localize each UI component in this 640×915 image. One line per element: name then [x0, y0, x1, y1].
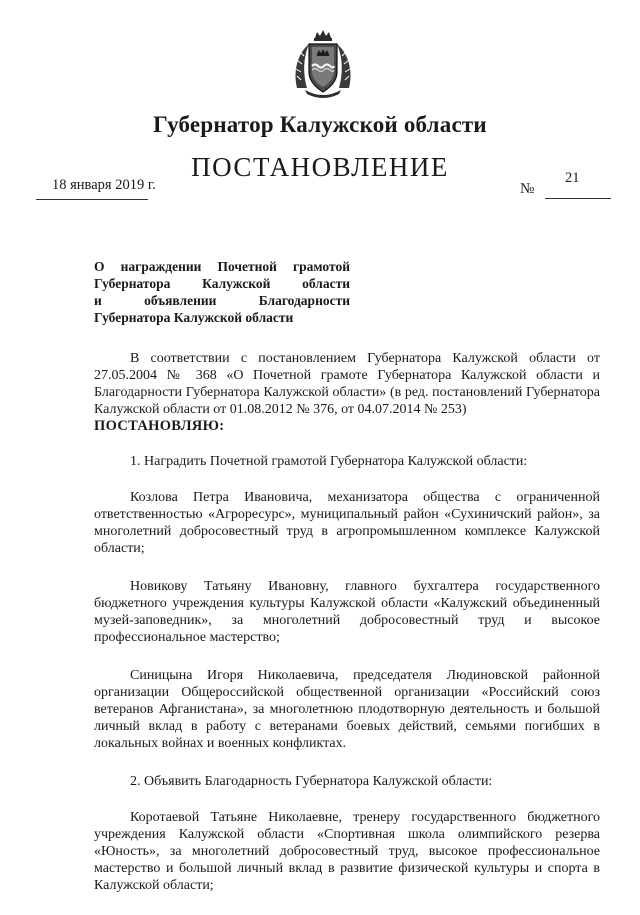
awardee-paragraph: Коротаевой Татьяне Николаевне, тренеру государственного бюджетного учреждения Калужской области «Спортивная школа олимпийского резерва «Юность», за многолетний добросовестный труд, высокое профессиональное мастерство и большой личный вклад в развитие физической культуры и спорта в Калужской области; [94, 810, 600, 893]
clause-1: 1. Наградить Почетной грамотой Губернатора Калужской области: [130, 454, 528, 469]
preamble-paragraph: В соответствии с постановлением Губернатора Калужской области от 27.05.2004 № 368 «О Почетной грамоте Губернатора Калужской области и Благодарности Губернатора Калужской области» (в ред. постановлений Губернатора Калужской области от 01.08.2012 № 376, от 04.07.2014 № 253) [94, 351, 600, 417]
document-subject [94, 258, 350, 326]
document-body [94, 350, 600, 915]
subject-line: О награждении Почетной грамотой [94, 259, 350, 274]
number-underline [545, 198, 611, 199]
awardee-paragraph: Синицына Игоря Николаевича, председателя Людиновской районной организации Общероссийской общественной организации «Российский союз ветеранов Афганистана», за многолетнюю плодотворную деятельность и большой личный вклад в работу с ветеранами боевых действий, семьями погибших в локальных войнах и военных конфликтах. [94, 668, 600, 751]
date-underline [36, 199, 148, 200]
issuing-authority: Губернатор Калужской области [153, 112, 487, 137]
decree-heading: ПОСТАНОВЛЯЮ: [94, 418, 225, 434]
coat-of-arms-icon [291, 28, 355, 100]
document-date: 18 января 2019 г. [52, 177, 156, 193]
subject-line: Губернатора Калужской области [94, 310, 294, 325]
document-number: 21 [565, 170, 580, 186]
awardee-paragraph: Новикову Татьяну Ивановну, главного бухгалтера государственного бюджетного учреждения культуры Калужской области «Калужский объединенный музей-заповедник», за многолетний добросовестный труд и высокое профессиональное мастерство; [94, 579, 600, 645]
awardee-paragraph: Козлова Петра Ивановича, механизатора общества с ограниченной ответственностью «Агроресурс», муниципальный район «Сухиничский район», за многолетний добросовестный труд в агропромышленном комплексе Калужской области; [94, 490, 600, 556]
clause-2: 2. Объявить Благодарность Губернатора Калужской области: [130, 774, 493, 789]
subject-line: и объявлении Благодарности [94, 293, 350, 308]
subject-line: Губернатора Калужской области [94, 276, 350, 291]
number-sign: № [520, 181, 535, 197]
document-type-title: ПОСТАНОВЛЕНИЕ [191, 152, 449, 182]
